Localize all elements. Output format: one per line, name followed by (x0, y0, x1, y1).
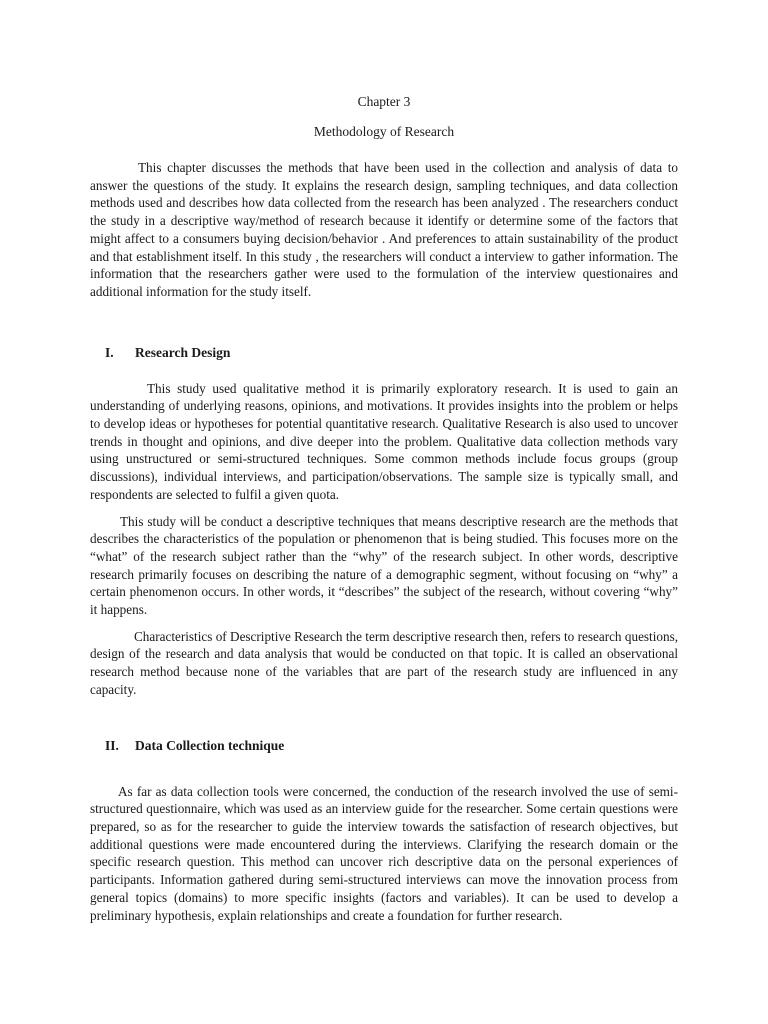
section-number: II. (105, 737, 119, 753)
section-title: Research Design (135, 344, 231, 360)
research-design-paragraph-1: This study used qualitative method it is primarily exploratory research. It is used to gain an understanding of underlying reasons, opinions, and motivations. It provides insights into the problem or helps to develop ideas or hypotheses for potential quantitative research. Qualitative Research is also used to uncover trends in thought and opinions, and dive deeper into the problem. Qualitative data collection methods vary using unstructured or semi-structured techniques. Some common methods include focus groups (group discussions), individual interviews, and participation/observations. The sample size is typically small, and respondents are selected to fulfil a given quota. (90, 380, 678, 502)
research-design-paragraph-2: This study will be conduct a descriptive techniques that means descriptive research are the methods that describes the characteristics of the population or phenomenon that is being studied. This focuses more on the “what” of the research subject rather than the “why” of the research subject. In other words, descriptive research primarily focuses on describing the nature of a demographic segment, without focusing on “why” a certain phenomenon occurs. In other words, it “describes” the subject of the research, without covering “why” it happens. (90, 513, 678, 618)
document-page (90, 94, 678, 924)
intro-paragraph: This chapter discusses the methods that have been used in the collection and analysis of data to answer the questions of the study. It explains the research design, sampling techniques, and data collection methods used and describes how data collected from the research has been analyzed . The researchers conduct the study in a descriptive way/method of research because it identify or determine some of the factors that might affect to a consumers buying decision/behavior . And preferences to attain sustainability of the product and that establishment itself. In this study , the researchers will conduct a interview to gather information. The information that the researchers gather were used to the formulation of the interview questionaires and additional information for the study itself. (90, 160, 678, 299)
section-number: I. (105, 344, 114, 360)
section-title: Data Collection technique (135, 737, 285, 753)
data-collection-paragraph-1: As far as data collection tools were concerned, the conduction of the research involved the use of semi-structured questionnaire, which was used as an interview guide for the researcher. Some certain questions were prepared, so as for the researcher to guide the interview towards the satisfaction of research objectives, but additional questions were made encountered during the interviews. Clarifying the research domain or the specific research question. This method can uncover rich descriptive data on the personal experiences of participants. Information gathered during semi-structured interviews can move the innovation process from general topics (domains) to more specific insights (factors and variables). It can be used to develop a preliminary hypothesis, explain relationships and create a foundation for further research. (90, 783, 678, 923)
research-design-paragraph-3: Characteristics of Descriptive Research the term descriptive research then, refers to research questions, design of the research and data analysis that would be conducted on that topic. It is called an observational research method because none of the variables that are part of the research study are influenced in any capacity. (90, 628, 678, 697)
section-heading-research-design (90, 345, 678, 361)
chapter-label: Chapter 3 (357, 94, 411, 109)
section-heading-data-collection (90, 738, 678, 754)
page-title: Methodology of Research (313, 124, 455, 139)
